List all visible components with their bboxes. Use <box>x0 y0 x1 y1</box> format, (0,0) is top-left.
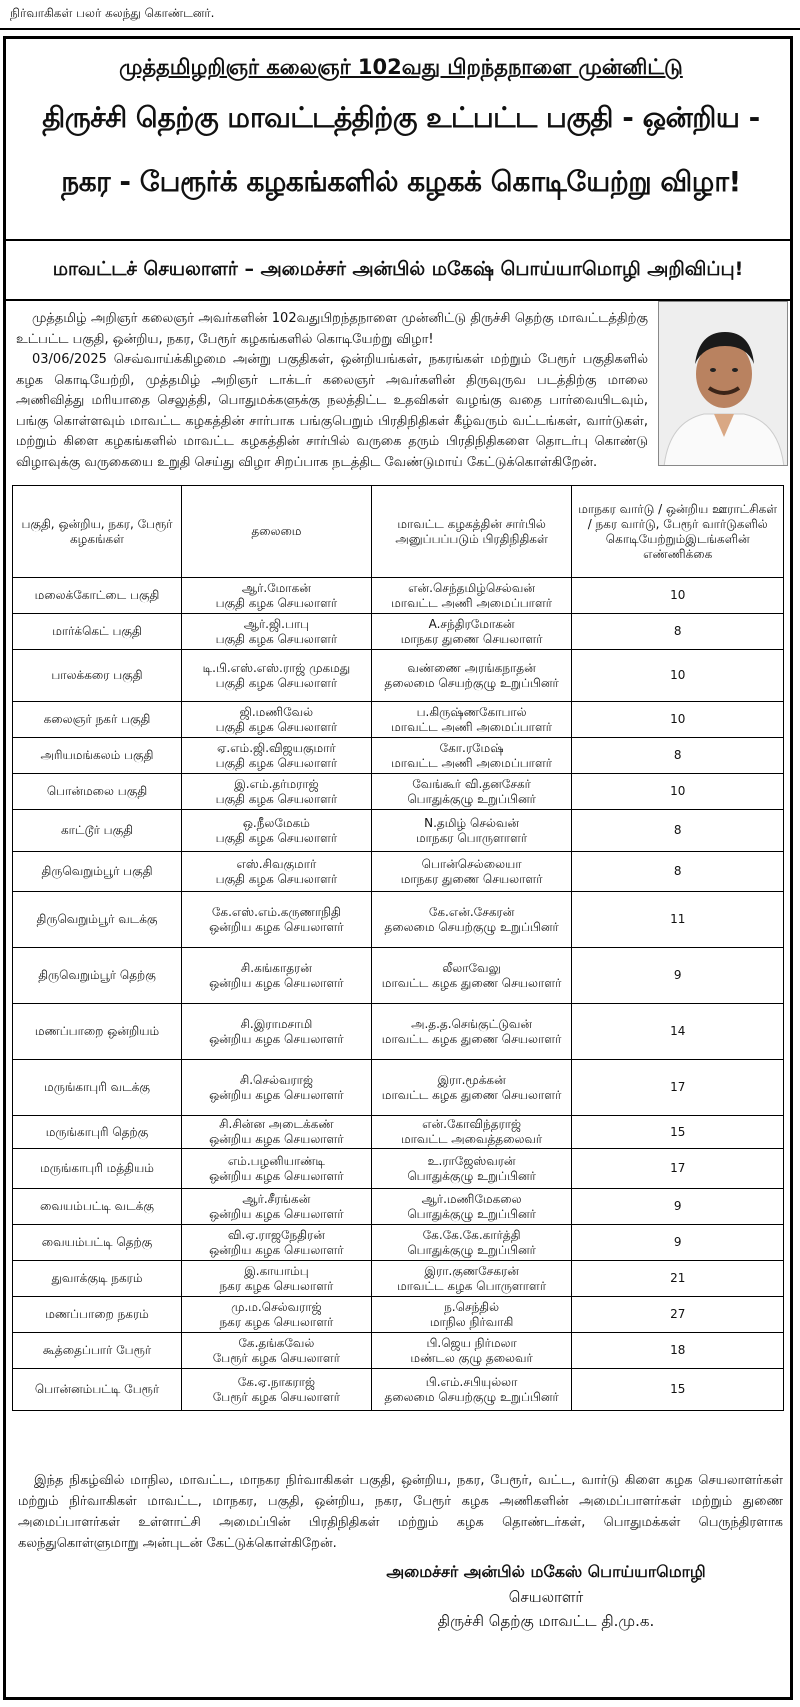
leader-cell <box>182 810 372 852</box>
intro-paragraph: 03/06/2025 செவ்வாய்க்கிழமை அன்று பகுதிகள், ஒன்றியங்கள், நகரங்கள் மற்றும் பேரூர் பகுதிகளில் கழக கொடியேற்றி, முத்தமிழ் அறிஞர் டாக்டர் கலைஞர் அவர்களின் திருவுருவ படத்திற்கு மாலை அணிவித்து மரியாதை செலுத்தி, பொதுமக்களுக்கு நலத்திட்ட உதவிகள் வழங்கு வதை பார்வையிடவும், பங்கு கொள்ளவும் மாவட்ட கழகத்தின் சார்பாக பங்குபெறும் பிரதிநிதிகள் கீழ்வரும் வட்டங்கள், வார்டுகள், மற்றும் கிளை கழகங்களில் மாவட்ட கழகத்தின் சார்பில் வருகை தரும் பிரதிநிதிகளை தொடர்பு கொண்டு விழாவுக்கு வருகையை உறுதி செய்து விழா சிறப்பாக நடத்திட வேண்டுமாய் கேட்டுக்கொள்கிறேன். <box>16 352 648 470</box>
leader-name: மு.ம.செல்வராஜ் <box>231 1299 322 1314</box>
announcement-band <box>6 239 790 301</box>
representative-cell <box>371 1060 572 1116</box>
leader-cell <box>182 1060 372 1116</box>
area-cell: அரியமங்கலம் பகுதி <box>13 738 182 774</box>
area-cell: மருங்காபுரி மத்தியம் <box>13 1149 182 1189</box>
count-cell: 9 <box>572 1189 784 1225</box>
table-row <box>13 1004 784 1060</box>
area-cell: மருங்காபுரி தெற்கு <box>13 1116 182 1149</box>
leader-cell <box>182 1225 372 1261</box>
portrait-image-icon <box>659 302 788 466</box>
representatives-table <box>12 485 784 1411</box>
representative-role: மாநகர துணை செயலாளர் <box>400 871 543 886</box>
representative-role: பொதுக்குழு உறுப்பினர் <box>407 791 536 806</box>
representative-cell <box>371 948 572 1004</box>
leader-role: நகர கழக செயலாளர் <box>219 1314 334 1329</box>
area-cell: பாலக்கரை பகுதி <box>13 650 182 702</box>
representative-name: இரா.மூக்கன் <box>437 1072 506 1087</box>
representative-role: மாவட்ட கழக துணை செயலாளர் <box>381 1031 562 1046</box>
table-row <box>13 1149 784 1189</box>
leader-role: பேரூர் கழக செயலாளர் <box>212 1389 340 1404</box>
table-body <box>13 578 784 1411</box>
intro-paragraph: முத்தமிழ் அறிஞர் கலைஞர் அவர்களின் 102வதுபிறந்தநாளை முன்னிட்டு திருச்சி தெற்கு மாவட்டத்திற்கு உட்பட்ட பகுதி, ஒன்றிய, நகர, பேரூர் கழகங்களில் கொடியேற்று விழா! <box>16 311 648 347</box>
minister-portrait <box>658 301 788 466</box>
table-row <box>13 578 784 614</box>
count-cell: 9 <box>572 1225 784 1261</box>
area-cell: வையம்பட்டி தெற்கு <box>13 1225 182 1261</box>
count-cell: 10 <box>572 578 784 614</box>
count-cell: 8 <box>572 738 784 774</box>
representative-cell <box>371 810 572 852</box>
representative-name: வேங்கூர் வி.தனசேகர் <box>412 776 531 791</box>
leader-role: பேரூர் கழக செயலாளர் <box>212 1350 340 1365</box>
signatory-name: அமைச்சர் அன்பில் மகேஸ் பொய்யாமொழி <box>386 1562 706 1581</box>
table-row <box>13 948 784 1004</box>
count-cell: 15 <box>572 1369 784 1411</box>
representative-role: தலைமை செயற்குழு உறுப்பினர் <box>384 919 559 934</box>
column-header-representative: மாவட்ட கழகத்தின் சார்பில் அனுப்பப்படும் பிரதிநிதிகள் <box>371 486 572 578</box>
count-cell: 10 <box>572 702 784 738</box>
leader-role: பகுதி கழக செயலாளர் <box>215 830 338 845</box>
representative-cell <box>371 774 572 810</box>
leader-role: ஒன்றிய கழக செயலாளர் <box>209 1031 344 1046</box>
representative-name: அ.த.த.செங்குட்டுவன் <box>411 1016 533 1031</box>
table-row <box>13 1369 784 1411</box>
area-cell: வையம்பட்டி வடக்கு <box>13 1189 182 1225</box>
count-cell: 18 <box>572 1333 784 1369</box>
signature-block <box>346 1559 746 1633</box>
area-cell: மருங்காபுரி வடக்கு <box>13 1060 182 1116</box>
leader-cell <box>182 650 372 702</box>
previous-article-text: நிர்வாகிகள் பலர் கலந்து கொண்டனர். <box>10 6 215 20</box>
representative-cell <box>371 614 572 650</box>
leader-name: ஒ.நீலமேகம் <box>242 815 310 830</box>
leader-role: ஒன்றிய கழக செயலாளர் <box>209 1087 344 1102</box>
table-row <box>13 1333 784 1369</box>
leader-name: ஏ.எம்.ஜி.விஜயகுமார் <box>217 740 336 755</box>
representative-cell <box>371 1261 572 1297</box>
leader-role: ஒன்றிய கழக செயலாளர் <box>209 1206 344 1221</box>
leader-name: சி.இராமசாமி <box>240 1016 313 1031</box>
kicker-heading: முத்தமிழறிஞர் கலைஞர் 102வது பிறந்தநாளை முன்னிட்டு <box>119 55 683 79</box>
area-cell: மணப்பாறை ஒன்றியம் <box>13 1004 182 1060</box>
table-row <box>13 1060 784 1116</box>
representative-role: பொதுக்குழு உறுப்பினர் <box>407 1242 536 1257</box>
column-header-count: மாநகர வார்டு / ஒன்றிய ஊராட்சிகள் / நகர வார்டு, பேரூர் வார்டுகளில் கொடியேற்றும்இடங்களின் எண்ணிக்கை <box>572 486 784 578</box>
representative-role: மாவட்ட கழக துணை செயலாளர் <box>381 1087 562 1102</box>
table-header-row <box>13 486 784 578</box>
representative-cell <box>371 702 572 738</box>
leader-name: சி.சின்ன அடைக்கண் <box>219 1117 334 1131</box>
count-cell: 27 <box>572 1297 784 1333</box>
table-row <box>13 1261 784 1297</box>
representative-cell <box>371 1189 572 1225</box>
count-cell: 17 <box>572 1149 784 1189</box>
leader-cell <box>182 852 372 892</box>
representative-cell <box>371 650 572 702</box>
leader-cell <box>182 1149 372 1189</box>
representative-cell <box>371 1004 572 1060</box>
area-cell: கலைஞர் நகர் பகுதி <box>13 702 182 738</box>
representative-name: கோ.ரமேஷ் <box>439 740 504 755</box>
leader-name: கே.எஸ்.எம்.கருணாநிதி <box>211 904 341 919</box>
leader-name: இ.எம்.தர்மராஜ் <box>234 776 319 791</box>
area-cell: கூத்தைப்பார் பேரூர் <box>13 1333 182 1369</box>
area-cell: திருவெறும்பூர் பகுதி <box>13 852 182 892</box>
leader-name: ஆர்.மோகன் <box>241 580 311 595</box>
leader-cell <box>182 774 372 810</box>
table-row <box>13 774 784 810</box>
announcement-text: மாவட்டச் செயலாளர் – அமைச்சர் அன்பில் மகேஷ் பொய்யாமொழி அறிவிப்பு! <box>52 257 744 280</box>
area-cell: பொன்மலை பகுதி <box>13 774 182 810</box>
intro-text <box>16 309 648 473</box>
leader-cell <box>182 578 372 614</box>
leader-name: கே.தங்கவேல் <box>238 1335 315 1350</box>
representative-name: ப.கிருஷ்ணகோபால் <box>416 704 527 719</box>
representative-cell <box>371 578 572 614</box>
count-cell: 8 <box>572 852 784 892</box>
representative-name: உ.ராஜேஸ்வரன் <box>427 1153 516 1168</box>
column-header-leader: தலைமை <box>182 486 372 578</box>
leader-name: ஜி.மணிவேல் <box>239 704 314 719</box>
leader-name: எஸ்.சிவகுமார் <box>236 856 317 871</box>
area-cell: துவாக்குடி நகரம் <box>13 1261 182 1297</box>
representative-name: பி.எம்.சபியுல்லா <box>425 1374 518 1389</box>
table-row <box>13 1297 784 1333</box>
area-cell: மலைக்கோட்டை பகுதி <box>13 578 182 614</box>
count-cell: 8 <box>572 810 784 852</box>
leader-role: பகுதி கழக செயலாளர் <box>215 871 338 886</box>
representative-name: லீலாவேலு <box>442 960 501 975</box>
representative-role: மாவட்ட கழக பொருளாளர் <box>397 1278 547 1293</box>
leader-cell <box>182 1116 372 1149</box>
signatory-org: திருச்சி தெற்கு மாவட்ட தி.மு.க. <box>437 1612 655 1630</box>
leader-cell <box>182 1297 372 1333</box>
table-row <box>13 810 784 852</box>
leader-name: கே.ஏ.நாகராஜ் <box>237 1374 316 1389</box>
count-cell: 10 <box>572 774 784 810</box>
representative-name: கே.கே.கே.கார்த்தி <box>422 1227 521 1242</box>
leader-cell <box>182 1261 372 1297</box>
representative-name: N.தமிழ் செல்வன் <box>424 815 520 830</box>
table-row <box>13 852 784 892</box>
count-cell: 21 <box>572 1261 784 1297</box>
leader-role: ஒன்றிய கழக செயலாளர் <box>209 1242 344 1257</box>
count-cell: 8 <box>572 614 784 650</box>
representative-role: தலைமை செயற்குழு உறுப்பினர் <box>384 1389 559 1404</box>
representative-name: ந.செந்தில் <box>444 1299 500 1314</box>
representative-role: மாவட்ட அணி அமைப்பாளர் <box>391 755 553 770</box>
announcement-frame <box>3 36 793 1700</box>
closing-paragraph: இந்த நிகழ்வில் மாநில, மாவட்ட, மாநகர நிர்வாகிகள் பகுதி, ஒன்றிய, நகர, பேரூர், வட்ட, வார்டு கிளை கழக செயலாளர்கள் மற்றும் நிர்வாகிகள் மாவட்ட, மாநகர, பகுதி, ஒன்றிய, நகர, பேரூர் கழக அணிகளின் அமைப்பாளர்கள் மற்றும் துணை அமைப்பாளர்கள் உள்ளாட்சி அமைப்பின் பிரதிநிதிகள் மற்றும் கழக தொண்டர்கள், பொதுமக்கள் பெருந்திரளாக கலந்துகொள்ளுமாறு அன்புடன் கேட்டுக்கொள்கிறேன். <box>18 1473 783 1551</box>
area-cell: மணப்பாறை நகரம் <box>13 1297 182 1333</box>
area-cell: காட்டூர் பகுதி <box>13 810 182 852</box>
leader-cell <box>182 892 372 948</box>
representative-role: மாவட்ட அவைத்தலைவர் <box>400 1132 543 1146</box>
leader-cell <box>182 702 372 738</box>
leader-name: ஆர்.சீரங்கன் <box>242 1191 311 1206</box>
leader-role: ஒன்றிய கழக செயலாளர் <box>209 919 344 934</box>
representative-role: மண்டல குழு தலைவர் <box>410 1350 533 1365</box>
leader-name: ஆர்.ஜி.பாபு <box>243 616 310 631</box>
representative-name: இரா.குணசேகரன் <box>424 1263 519 1278</box>
representative-role: மாவட்ட அணி அமைப்பாளர் <box>391 595 553 610</box>
representative-name: ஆர்.மணிமேகலை <box>421 1191 522 1206</box>
leader-role: பகுதி கழக செயலாளர் <box>215 791 338 806</box>
table-row <box>13 892 784 948</box>
representative-cell <box>371 1333 572 1369</box>
representative-role: மாநகர பொருளாளர் <box>416 830 528 845</box>
representative-role: பொதுக்குழு உறுப்பினர் <box>407 1168 536 1183</box>
leader-role: பகுதி கழக செயலாளர் <box>215 719 338 734</box>
representative-name: A.சந்திரமோகன் <box>428 616 515 631</box>
closing-text <box>18 1470 783 1554</box>
leader-cell <box>182 948 372 1004</box>
area-cell: பொன்னம்பட்டி பேரூர் <box>13 1369 182 1411</box>
table-row <box>13 702 784 738</box>
table-row <box>13 1116 784 1149</box>
representative-cell <box>371 1369 572 1411</box>
representative-cell <box>371 1116 572 1149</box>
leader-name: சி.கங்காதரன் <box>240 960 312 975</box>
leader-role: ஒன்றிய கழக செயலாளர் <box>209 1132 344 1146</box>
representative-role: மாவட்ட அணி அமைப்பாளர் <box>391 719 553 734</box>
table-row <box>13 650 784 702</box>
count-cell: 15 <box>572 1116 784 1149</box>
headline-line-1: திருச்சி தெற்கு மாவட்டத்திற்கு உட்பட்ட பகுதி - ஒன்றிய - <box>42 101 760 134</box>
leader-role: ஒன்றிய கழக செயலாளர் <box>209 1168 344 1183</box>
leader-role: பகுதி கழக செயலாளர் <box>215 631 338 646</box>
table-row <box>13 1189 784 1225</box>
count-cell: 17 <box>572 1060 784 1116</box>
representative-role: பொதுக்குழு உறுப்பினர் <box>407 1206 536 1221</box>
table-row <box>13 1225 784 1261</box>
signatory-title: செயலாளர் <box>508 1588 584 1606</box>
leader-cell <box>182 1004 372 1060</box>
representative-cell <box>371 738 572 774</box>
representative-cell <box>371 1225 572 1261</box>
representative-name: வண்ணை அரங்கநாதன் <box>407 660 536 675</box>
table-row <box>13 614 784 650</box>
leader-name: எம்.பழனியாண்டி <box>227 1153 325 1168</box>
leader-cell <box>182 1333 372 1369</box>
leader-role: பகுதி கழக செயலாளர் <box>215 595 338 610</box>
leader-role: பகுதி கழக செயலாளர் <box>215 675 338 690</box>
representative-role: மாவட்ட கழக துணை செயலாளர் <box>381 975 562 990</box>
leader-role: ஒன்றிய கழக செயலாளர் <box>209 975 344 990</box>
area-cell: திருவெறும்பூர் வடக்கு <box>13 892 182 948</box>
representative-name: கே.என்.சேகரன் <box>428 904 515 919</box>
leader-cell <box>182 738 372 774</box>
representative-cell <box>371 892 572 948</box>
table-row <box>13 738 784 774</box>
leader-name: டி.பி.எஸ்.எஸ்.ராஜ் முகமது <box>202 660 351 675</box>
area-cell: திருவெறும்பூர் தெற்கு <box>13 948 182 1004</box>
leader-role: பகுதி கழக செயலாளர் <box>215 755 338 770</box>
representative-cell <box>371 852 572 892</box>
column-header-area: பகுதி, ஒன்றிய, நகர, பேரூர் கழகங்கள் <box>13 486 182 578</box>
representative-role: மாநில நிர்வாகி <box>429 1314 514 1329</box>
representative-name: என்.செந்தமிழ்செல்வன் <box>408 580 536 595</box>
leader-name: இ.காயாம்பு <box>244 1263 309 1278</box>
leader-name: சி.செல்வராஜ் <box>239 1072 313 1087</box>
leader-cell <box>182 1189 372 1225</box>
count-cell: 9 <box>572 948 784 1004</box>
representative-cell <box>371 1149 572 1189</box>
leader-cell <box>182 1369 372 1411</box>
representative-role: மாநகர துணை செயலாளர் <box>400 631 543 646</box>
count-cell: 11 <box>572 892 784 948</box>
representative-cell <box>371 1297 572 1333</box>
leader-role: நகர கழக செயலாளர் <box>219 1278 334 1293</box>
representative-name: பி.ஜெய நிர்மலா <box>426 1335 517 1350</box>
count-cell: 14 <box>572 1004 784 1060</box>
representative-name: பொன்செல்லையா <box>421 856 522 871</box>
previous-article-strip <box>0 0 800 30</box>
headline-line-2: நகர - பேரூர்க் கழகங்களில் கழகக் கொடியேற்று விழா! <box>61 165 741 198</box>
representative-role: தலைமை செயற்குழு உறுப்பினர் <box>384 675 559 690</box>
leader-name: வி.ஏ.ராஜநேதிரன் <box>227 1227 325 1242</box>
leader-cell <box>182 614 372 650</box>
area-cell: மார்க்கெட் பகுதி <box>13 614 182 650</box>
count-cell: 10 <box>572 650 784 702</box>
representative-name: என்.கோவிந்தராஜ் <box>422 1117 522 1131</box>
